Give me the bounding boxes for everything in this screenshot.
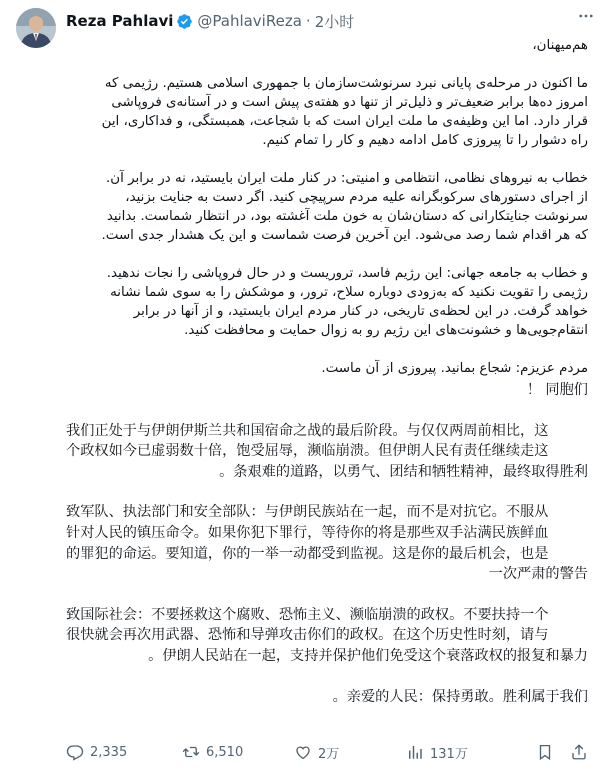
text-line: 。条艰难的道路，以勇气、团结和牺牲精神，最终取得胜利 [219,463,588,480]
text-line: خواهد گرفت. در این لحظه‌ی تاریخی، در کنار مردم ایران بایستید، و از آنها در برابر [133,304,588,319]
text-line: ما اکنون در مرحله‌ی پایانی نبرد سرنوشت‌سازمان با جمهوری اسلامی هستیم. رژیمی که [104,76,588,91]
chinese-paragraph-1 [66,421,588,483]
text-line: 。亲爱的人民：保持勇敢。胜利属于我们 [332,688,588,705]
views-icon [406,743,424,761]
persian-paragraph-2 [66,169,588,245]
text-line: 致军队、执法部门和安全部队：与伊朗民族站在一起，而不是对抗它。不服从 [66,504,549,521]
text-line: 。伊朗人民站在一起，支持并保护他们免受这个衰落政权的报复和暴力 [148,647,588,664]
chinese-paragraph-3 [66,605,588,667]
reply-button[interactable] [66,743,182,761]
reply-icon [66,743,84,761]
text-line: رژیمی را تقویت نکنید که به‌زودی دوباره سلاح، ترور، و موشکش را به سوی شما نشانه [110,285,588,300]
text-line: 个政权如今已虚弱数十倍，饱受屈辱，濒临崩溃。但伊朗人民有责任继续走这 [66,443,549,460]
view-count: 131万 [430,746,468,762]
like-count: 2万 [318,746,340,762]
text-line: از اجرای دستورهای سرکوبگرانه علیه مردم سرپیچی کنید. اگر دست به جنایت بزنید، [125,190,588,205]
text-line: هم‌میهنان، [532,38,588,53]
text-line: سرنوشت جنایتکارانی که دستان‌شان به خون ملت آغشته بود، در انتظار شماست. بدانید [106,209,588,224]
persian-greeting [66,36,588,55]
text-line: و خطاب به جامعه جهانی: این رژیم فاسد، تروریست و در حال فروپاشی را نجات ندهید. [106,266,588,281]
text-line: ！ 同胞们 [526,382,588,398]
like-button[interactable] [294,743,406,762]
avatar[interactable] [16,8,56,48]
separator-dot: · [305,12,311,30]
tweet-end-actions [536,743,588,761]
chinese-closing [66,687,588,708]
avatar-photo [16,8,56,48]
text-line: انتقام‌جویی‌ها و خشونت‌های این رژیم رو به زوال حمایت و محافظت کنید. [184,323,588,338]
text-line: 我们正处于与伊朗伊斯兰共和国宿命之战的最后阶段。与仅仅两周前相比，这 [66,422,549,439]
bookmark-icon[interactable] [536,743,554,761]
text-line: 很快就会再次用武器、恐怖和导弹攻击你们的政权。在这个历史性时刻，请与 [66,627,549,644]
verified-badge-icon [176,13,193,30]
reply-count: 2,335 [90,744,128,760]
chinese-paragraph-2 [66,502,588,584]
persian-paragraph-1 [66,74,588,150]
tweet-text [66,36,588,707]
text-line: قرار دارد. اما این وظیفه‌ی ما ملت ایران است که با شجاعت، همبستگی، و فداکاری، این [101,114,588,129]
like-icon [294,743,312,761]
retweet-icon [182,743,200,761]
more-options-icon[interactable] [574,4,598,28]
views-button[interactable] [406,743,526,762]
text-line: 致国际社会：不要拯救这个腐败、恐怖主义、濒临崩溃的政权。不要扶持一个 [66,606,549,623]
author-name[interactable]: Reza Pahlavi [66,12,174,30]
retweet-count: 6,510 [206,744,244,760]
author-handle[interactable]: @PahlaviReza [197,12,302,30]
tweet-actions [66,741,588,763]
text-line: 一次严肃的警告 [488,566,588,583]
post-time[interactable]: 2小时 [314,12,355,31]
text-line: خطاب به نیروهای نظامی، انتظامی و امنیتی: در کنار ملت ایران بایستید، نه در برابر آن. [106,171,588,186]
text-line: راه دشوار را تا پیروزی کامل ادامه دهیم و کار را تمام کنیم. [262,133,588,148]
text-line: مردم عزیزم: شجاع بمانید. پیروزی از آن ماست. [321,361,588,376]
share-icon[interactable] [570,743,588,761]
retweet-button[interactable] [182,743,294,761]
text-line: 的罪犯的命运。要知道，你的一举一动都受到监视。这是你的最后机会，也是 [66,545,549,562]
chinese-greeting [66,380,588,401]
tweet-header [66,9,592,33]
persian-paragraph-3 [66,264,588,340]
text-line: که هر اقدام شما رصد می‌شود. این آخرین فرصت شماست و این یک هشدار جدی است. [101,228,588,243]
persian-closing [66,359,588,378]
text-line: امروز ده‌ها برابر ضعیف‌تر و ذلیل‌تر از تنها دو هفته‌ی پیش است و در آستانه‌ی فروپاشی [111,95,588,110]
text-line: 针对人民的镇压命令。如果你犯下罪行，等待你的将是那些双手沾满民族鲜血 [66,524,549,541]
